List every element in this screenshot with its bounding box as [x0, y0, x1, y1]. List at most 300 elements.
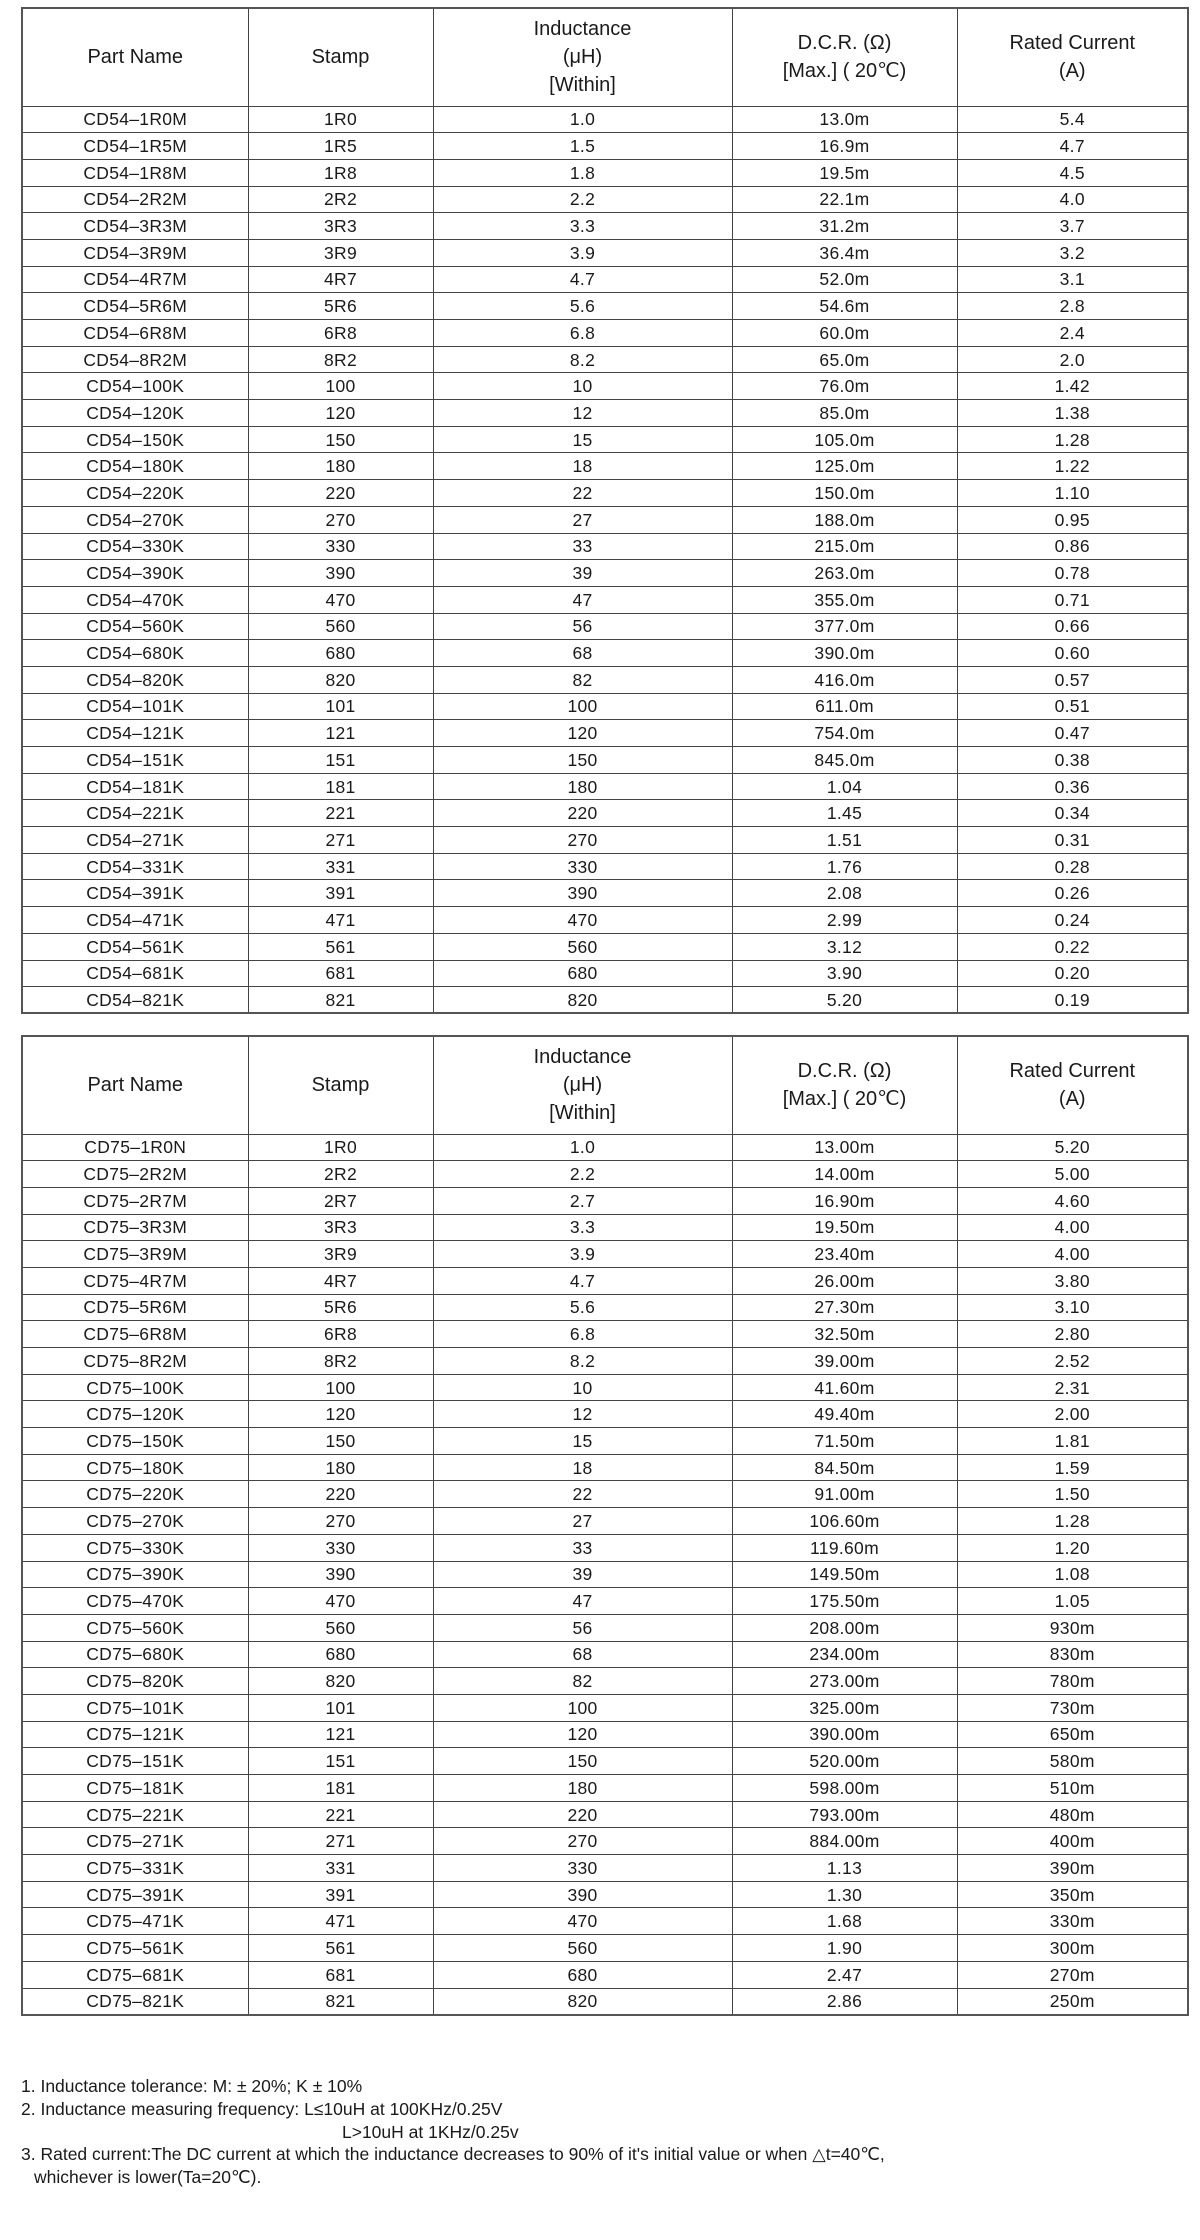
cd75-table-body — [22, 1134, 1188, 2015]
cell-inductance: 6.8 — [433, 320, 732, 347]
note-rated-current: 3. Rated current:The DC current at which the inductance decreases to 90% of it's initial value or when △t=40℃, — [21, 2144, 885, 2165]
table-row — [22, 747, 1188, 774]
cell-rated-current: 2.00 — [957, 1401, 1188, 1428]
table-row — [22, 159, 1188, 186]
cell-rated-current: 930m — [957, 1614, 1188, 1641]
header-dcr-qualifier: [Max.] ( 20℃) — [782, 60, 907, 83]
cell-inductance: 10 — [433, 373, 732, 400]
table-row — [22, 1241, 1188, 1268]
table-row — [22, 1214, 1188, 1241]
cell-part-name: CD75–181K — [22, 1775, 248, 1802]
cell-part-name: CD75–560K — [22, 1614, 248, 1641]
cell-part-name: CD75–681K — [22, 1961, 248, 1988]
cell-dcr: 884.00m — [732, 1828, 957, 1855]
cell-inductance: 3.3 — [433, 1214, 732, 1241]
cell-part-name: CD54–121K — [22, 720, 248, 747]
cell-part-name: CD54–3R9M — [22, 239, 248, 266]
cell-stamp: 681 — [248, 960, 433, 987]
cell-dcr: 175.50m — [732, 1588, 957, 1615]
cell-stamp: 101 — [248, 1694, 433, 1721]
cell-dcr: 416.0m — [732, 666, 957, 693]
cell-rated-current: 0.71 — [957, 586, 1188, 613]
table-row — [22, 1668, 1188, 1695]
cell-stamp: 271 — [248, 827, 433, 854]
cell-dcr: 31.2m — [732, 213, 957, 240]
cell-rated-current: 0.24 — [957, 907, 1188, 934]
header-dcr-line: D.C.R. (Ω) — [797, 32, 892, 55]
cell-rated-current: 3.2 — [957, 239, 1188, 266]
cell-rated-current: 650m — [957, 1721, 1188, 1748]
cell-inductance: 680 — [433, 1961, 732, 1988]
table-row — [22, 693, 1188, 720]
cell-stamp: 2R7 — [248, 1187, 433, 1214]
cell-inductance: 22 — [433, 1481, 732, 1508]
cell-stamp: 391 — [248, 1881, 433, 1908]
cell-part-name: CD54–270K — [22, 506, 248, 533]
cell-rated-current: 4.0 — [957, 186, 1188, 213]
cell-rated-current: 4.5 — [957, 159, 1188, 186]
cell-rated-current: 1.08 — [957, 1561, 1188, 1588]
cell-part-name: CD75–2R7M — [22, 1187, 248, 1214]
cell-part-name: CD75–391K — [22, 1881, 248, 1908]
cell-dcr: 13.0m — [732, 106, 957, 133]
cell-rated-current: 400m — [957, 1828, 1188, 1855]
cell-stamp: 220 — [248, 480, 433, 507]
table-row — [22, 106, 1188, 133]
cell-inductance: 330 — [433, 853, 732, 880]
cell-inductance: 270 — [433, 1828, 732, 1855]
cell-rated-current: 780m — [957, 1668, 1188, 1695]
header-rated-current-unit: (A) — [1058, 60, 1086, 83]
table-row — [22, 1508, 1188, 1535]
cell-part-name: CD54–8R2M — [22, 346, 248, 373]
cell-rated-current: 2.52 — [957, 1348, 1188, 1375]
cell-stamp: 6R8 — [248, 1321, 433, 1348]
cell-inductance: 820 — [433, 1988, 732, 2015]
cell-stamp: 151 — [248, 1748, 433, 1775]
cell-part-name: CD75–101K — [22, 1694, 248, 1721]
cell-rated-current: 1.28 — [957, 426, 1188, 453]
table-row — [22, 1748, 1188, 1775]
cell-rated-current: 0.47 — [957, 720, 1188, 747]
cell-dcr: 2.08 — [732, 880, 957, 907]
cell-dcr: 65.0m — [732, 346, 957, 373]
cell-dcr: 1.30 — [732, 1881, 957, 1908]
header-stamp: Stamp — [248, 1036, 433, 1134]
cell-inductance: 47 — [433, 586, 732, 613]
table-row — [22, 293, 1188, 320]
cell-rated-current: 0.28 — [957, 853, 1188, 880]
table-row — [22, 1428, 1188, 1455]
cell-rated-current: 330m — [957, 1908, 1188, 1935]
cell-inductance: 27 — [433, 1508, 732, 1535]
cell-stamp: 5R6 — [248, 1294, 433, 1321]
cell-part-name: CD75–8R2M — [22, 1348, 248, 1375]
cell-dcr: 16.9m — [732, 133, 957, 160]
table-row — [22, 506, 1188, 533]
cell-dcr: 2.99 — [732, 907, 957, 934]
header-rated-current — [957, 8, 1188, 106]
cell-stamp: 330 — [248, 1534, 433, 1561]
cell-dcr: 41.60m — [732, 1374, 957, 1401]
cell-dcr: 1.51 — [732, 827, 957, 854]
cell-dcr: 2.86 — [732, 1988, 957, 2015]
table-row — [22, 1694, 1188, 1721]
table-row — [22, 960, 1188, 987]
cell-rated-current: 300m — [957, 1935, 1188, 1962]
cell-dcr: 520.00m — [732, 1748, 957, 1775]
cell-dcr: 36.4m — [732, 239, 957, 266]
cell-dcr: 1.13 — [732, 1855, 957, 1882]
cell-stamp: 221 — [248, 800, 433, 827]
note-frequency-high: L>10uH at 1KHz/0.25v — [342, 2121, 519, 2142]
table-header-row — [22, 8, 1188, 106]
cell-inductance: 1.0 — [433, 1134, 732, 1161]
table-row — [22, 1801, 1188, 1828]
cell-part-name: CD54–6R8M — [22, 320, 248, 347]
cell-inductance: 27 — [433, 506, 732, 533]
cd54-table-body — [22, 106, 1188, 1013]
cell-dcr: 325.00m — [732, 1694, 957, 1721]
cell-stamp: 180 — [248, 453, 433, 480]
cell-inductance: 82 — [433, 1668, 732, 1695]
cell-stamp: 221 — [248, 1801, 433, 1828]
cell-rated-current: 350m — [957, 1881, 1188, 1908]
table-row — [22, 720, 1188, 747]
cell-inductance: 68 — [433, 1641, 732, 1668]
cell-stamp: 3R9 — [248, 1241, 433, 1268]
table-row — [22, 1348, 1188, 1375]
cell-rated-current: 0.60 — [957, 640, 1188, 667]
cell-inductance: 220 — [433, 800, 732, 827]
cell-rated-current: 250m — [957, 1988, 1188, 2015]
cell-part-name: CD75–121K — [22, 1721, 248, 1748]
cell-stamp: 821 — [248, 1988, 433, 2015]
header-stamp: Stamp — [248, 8, 433, 106]
table-row — [22, 987, 1188, 1014]
cell-rated-current: 0.78 — [957, 560, 1188, 587]
cell-dcr: 390.0m — [732, 640, 957, 667]
cell-part-name: CD54–4R7M — [22, 266, 248, 293]
header-part-name: Part Name — [22, 1036, 248, 1134]
cell-inductance: 39 — [433, 560, 732, 587]
cell-stamp: 151 — [248, 747, 433, 774]
cell-inductance: 10 — [433, 1374, 732, 1401]
header-inductance-qualifier: [Within] — [549, 1102, 616, 1125]
cell-part-name: CD75–3R9M — [22, 1241, 248, 1268]
cell-part-name: CD75–471K — [22, 1908, 248, 1935]
cell-part-name: CD75–4R7M — [22, 1267, 248, 1294]
cell-stamp: 121 — [248, 1721, 433, 1748]
cell-part-name: CD54–1R8M — [22, 159, 248, 186]
cell-rated-current: 2.8 — [957, 293, 1188, 320]
cell-rated-current: 0.66 — [957, 613, 1188, 640]
cell-inductance: 5.6 — [433, 293, 732, 320]
cell-stamp: 470 — [248, 1588, 433, 1615]
cell-inductance: 33 — [433, 533, 732, 560]
cell-part-name: CD75–5R6M — [22, 1294, 248, 1321]
cell-rated-current: 5.20 — [957, 1134, 1188, 1161]
cell-part-name: CD75–150K — [22, 1428, 248, 1455]
cell-rated-current: 4.00 — [957, 1241, 1188, 1268]
cell-rated-current: 5.00 — [957, 1161, 1188, 1188]
cell-dcr: 234.00m — [732, 1641, 957, 1668]
cell-inductance: 120 — [433, 720, 732, 747]
cell-inductance: 12 — [433, 400, 732, 427]
table-row — [22, 560, 1188, 587]
cell-inductance: 1.8 — [433, 159, 732, 186]
cell-dcr: 3.90 — [732, 960, 957, 987]
cell-inductance: 150 — [433, 747, 732, 774]
cell-part-name: CD75–680K — [22, 1641, 248, 1668]
table-row — [22, 853, 1188, 880]
cell-dcr: 14.00m — [732, 1161, 957, 1188]
table-row — [22, 133, 1188, 160]
cell-stamp: 471 — [248, 1908, 433, 1935]
cell-dcr: 85.0m — [732, 400, 957, 427]
table-row — [22, 1855, 1188, 1882]
cell-rated-current: 5.4 — [957, 106, 1188, 133]
cell-dcr: 26.00m — [732, 1267, 957, 1294]
cell-stamp: 100 — [248, 1374, 433, 1401]
table-row — [22, 400, 1188, 427]
table-row — [22, 1881, 1188, 1908]
table-row — [22, 1721, 1188, 1748]
table-row — [22, 1935, 1188, 1962]
cell-part-name: CD75–221K — [22, 1801, 248, 1828]
cell-dcr: 60.0m — [732, 320, 957, 347]
cell-dcr: 150.0m — [732, 480, 957, 507]
cell-stamp: 1R8 — [248, 159, 433, 186]
cell-part-name: CD54–471K — [22, 907, 248, 934]
cell-part-name: CD54–470K — [22, 586, 248, 613]
cell-part-name: CD75–120K — [22, 1401, 248, 1428]
cell-rated-current: 390m — [957, 1855, 1188, 1882]
cell-part-name: CD75–151K — [22, 1748, 248, 1775]
table-row — [22, 880, 1188, 907]
cell-part-name: CD75–2R2M — [22, 1161, 248, 1188]
cell-part-name: CD75–6R8M — [22, 1321, 248, 1348]
cell-rated-current: 1.05 — [957, 1588, 1188, 1615]
cell-inductance: 150 — [433, 1748, 732, 1775]
cell-stamp: 2R2 — [248, 186, 433, 213]
cell-part-name: CD54–561K — [22, 933, 248, 960]
cell-rated-current: 0.20 — [957, 960, 1188, 987]
table-row — [22, 533, 1188, 560]
cell-stamp: 6R8 — [248, 320, 433, 347]
cell-stamp: 270 — [248, 1508, 433, 1535]
cell-rated-current: 830m — [957, 1641, 1188, 1668]
cell-rated-current: 0.51 — [957, 693, 1188, 720]
cell-part-name: CD54–390K — [22, 560, 248, 587]
cell-inductance: 120 — [433, 1721, 732, 1748]
table-row — [22, 320, 1188, 347]
cell-rated-current: 1.22 — [957, 453, 1188, 480]
cell-dcr: 611.0m — [732, 693, 957, 720]
cell-part-name: CD54–331K — [22, 853, 248, 880]
cell-rated-current: 4.7 — [957, 133, 1188, 160]
cd54-spec-table — [21, 7, 1189, 1014]
cell-stamp: 270 — [248, 506, 433, 533]
header-part-name: Part Name — [22, 8, 248, 106]
cell-part-name: CD54–180K — [22, 453, 248, 480]
table-row — [22, 346, 1188, 373]
cell-stamp: 1R0 — [248, 106, 433, 133]
cell-inductance: 1.0 — [433, 106, 732, 133]
cell-inductance: 68 — [433, 640, 732, 667]
cell-dcr: 106.60m — [732, 1508, 957, 1535]
table-row — [22, 213, 1188, 240]
cell-rated-current: 0.22 — [957, 933, 1188, 960]
cell-inductance: 100 — [433, 693, 732, 720]
header-inductance — [433, 1036, 732, 1134]
cell-dcr: 27.30m — [732, 1294, 957, 1321]
cell-inductance: 39 — [433, 1561, 732, 1588]
cell-stamp: 120 — [248, 1401, 433, 1428]
header-dcr — [732, 1036, 957, 1134]
table-row — [22, 1641, 1188, 1668]
note-tolerance: 1. Inductance tolerance: M: ± 20%; K ± 10% — [21, 2076, 363, 2096]
cell-rated-current: 1.20 — [957, 1534, 1188, 1561]
cell-stamp: 5R6 — [248, 293, 433, 320]
cell-rated-current: 2.4 — [957, 320, 1188, 347]
cell-inductance: 390 — [433, 880, 732, 907]
cell-rated-current: 0.36 — [957, 773, 1188, 800]
cell-part-name: CD75–331K — [22, 1855, 248, 1882]
cell-stamp: 391 — [248, 880, 433, 907]
table-row — [22, 186, 1188, 213]
cell-dcr: 71.50m — [732, 1428, 957, 1455]
cell-inductance: 15 — [433, 426, 732, 453]
cell-rated-current: 0.31 — [957, 827, 1188, 854]
cell-rated-current: 480m — [957, 1801, 1188, 1828]
cell-stamp: 681 — [248, 1961, 433, 1988]
cell-inductance: 82 — [433, 666, 732, 693]
cell-dcr: 39.00m — [732, 1348, 957, 1375]
cell-inductance: 8.2 — [433, 346, 732, 373]
table-row — [22, 1267, 1188, 1294]
header-rated-current-unit: (A) — [1058, 1088, 1086, 1111]
cell-dcr: 125.0m — [732, 453, 957, 480]
table-row — [22, 773, 1188, 800]
table-row — [22, 453, 1188, 480]
cell-inductance: 2.2 — [433, 186, 732, 213]
cell-inductance: 15 — [433, 1428, 732, 1455]
cell-part-name: CD75–1R0N — [22, 1134, 248, 1161]
cell-stamp: 3R3 — [248, 1214, 433, 1241]
cell-rated-current: 0.95 — [957, 506, 1188, 533]
cell-inductance: 220 — [433, 1801, 732, 1828]
cell-stamp: 820 — [248, 666, 433, 693]
table-row — [22, 1187, 1188, 1214]
cell-rated-current: 1.50 — [957, 1481, 1188, 1508]
table-row — [22, 1374, 1188, 1401]
cell-inductance: 18 — [433, 453, 732, 480]
header-dcr-line: D.C.R. (Ω) — [797, 1060, 892, 1083]
table-row — [22, 1828, 1188, 1855]
cell-part-name: CD75–470K — [22, 1588, 248, 1615]
cell-rated-current: 1.38 — [957, 400, 1188, 427]
cell-stamp: 2R2 — [248, 1161, 433, 1188]
cell-inductance: 330 — [433, 1855, 732, 1882]
cell-stamp: 220 — [248, 1481, 433, 1508]
cell-inductance: 4.7 — [433, 266, 732, 293]
cell-inductance: 390 — [433, 1881, 732, 1908]
header-inductance-line: Inductance — [533, 1046, 632, 1069]
cell-stamp: 331 — [248, 853, 433, 880]
header-dcr — [732, 8, 957, 106]
cell-dcr: 119.60m — [732, 1534, 957, 1561]
cell-rated-current: 510m — [957, 1775, 1188, 1802]
cell-part-name: CD54–820K — [22, 666, 248, 693]
cell-part-name: CD54–151K — [22, 747, 248, 774]
header-inductance-qualifier: [Within] — [549, 74, 616, 97]
table-row — [22, 1561, 1188, 1588]
cell-dcr: 845.0m — [732, 747, 957, 774]
cell-inductance: 3.3 — [433, 213, 732, 240]
cell-rated-current: 4.00 — [957, 1214, 1188, 1241]
cell-part-name: CD75–330K — [22, 1534, 248, 1561]
cell-inductance: 2.7 — [433, 1187, 732, 1214]
header-rated-current-line: Rated Current — [1009, 1060, 1136, 1083]
cell-inductance: 470 — [433, 907, 732, 934]
cell-inductance: 8.2 — [433, 1348, 732, 1375]
cell-stamp: 120 — [248, 400, 433, 427]
cell-dcr: 188.0m — [732, 506, 957, 533]
cell-dcr: 76.0m — [732, 373, 957, 400]
cell-part-name: CD75–100K — [22, 1374, 248, 1401]
cell-dcr: 1.04 — [732, 773, 957, 800]
cell-inductance: 47 — [433, 1588, 732, 1615]
cell-stamp: 561 — [248, 1935, 433, 1962]
cell-dcr: 1.76 — [732, 853, 957, 880]
cell-stamp: 331 — [248, 1855, 433, 1882]
cell-dcr: 16.90m — [732, 1187, 957, 1214]
table-row — [22, 373, 1188, 400]
cell-part-name: CD54–1R0M — [22, 106, 248, 133]
cell-part-name: CD75–220K — [22, 1481, 248, 1508]
cell-stamp: 4R7 — [248, 1267, 433, 1294]
cell-stamp: 271 — [248, 1828, 433, 1855]
cell-part-name: CD54–271K — [22, 827, 248, 854]
cell-inductance: 180 — [433, 1775, 732, 1802]
table-row — [22, 1588, 1188, 1615]
cell-stamp: 8R2 — [248, 1348, 433, 1375]
cell-part-name: CD54–221K — [22, 800, 248, 827]
table-row — [22, 1961, 1188, 1988]
cell-inductance: 270 — [433, 827, 732, 854]
cell-dcr: 105.0m — [732, 426, 957, 453]
cell-part-name: CD75–270K — [22, 1508, 248, 1535]
header-rated-current — [957, 1036, 1188, 1134]
cell-rated-current: 270m — [957, 1961, 1188, 1988]
table-row — [22, 1908, 1188, 1935]
table-row — [22, 1321, 1188, 1348]
table-row — [22, 613, 1188, 640]
cell-part-name: CD54–681K — [22, 960, 248, 987]
header-inductance — [433, 8, 732, 106]
cell-rated-current: 0.19 — [957, 987, 1188, 1014]
cell-dcr: 273.00m — [732, 1668, 957, 1695]
table-row — [22, 426, 1188, 453]
table-row — [22, 666, 1188, 693]
table-row — [22, 1161, 1188, 1188]
cell-dcr: 1.90 — [732, 1935, 957, 1962]
cell-inductance: 100 — [433, 1694, 732, 1721]
cell-part-name: CD54–680K — [22, 640, 248, 667]
cell-stamp: 150 — [248, 426, 433, 453]
cell-part-name: CD54–181K — [22, 773, 248, 800]
